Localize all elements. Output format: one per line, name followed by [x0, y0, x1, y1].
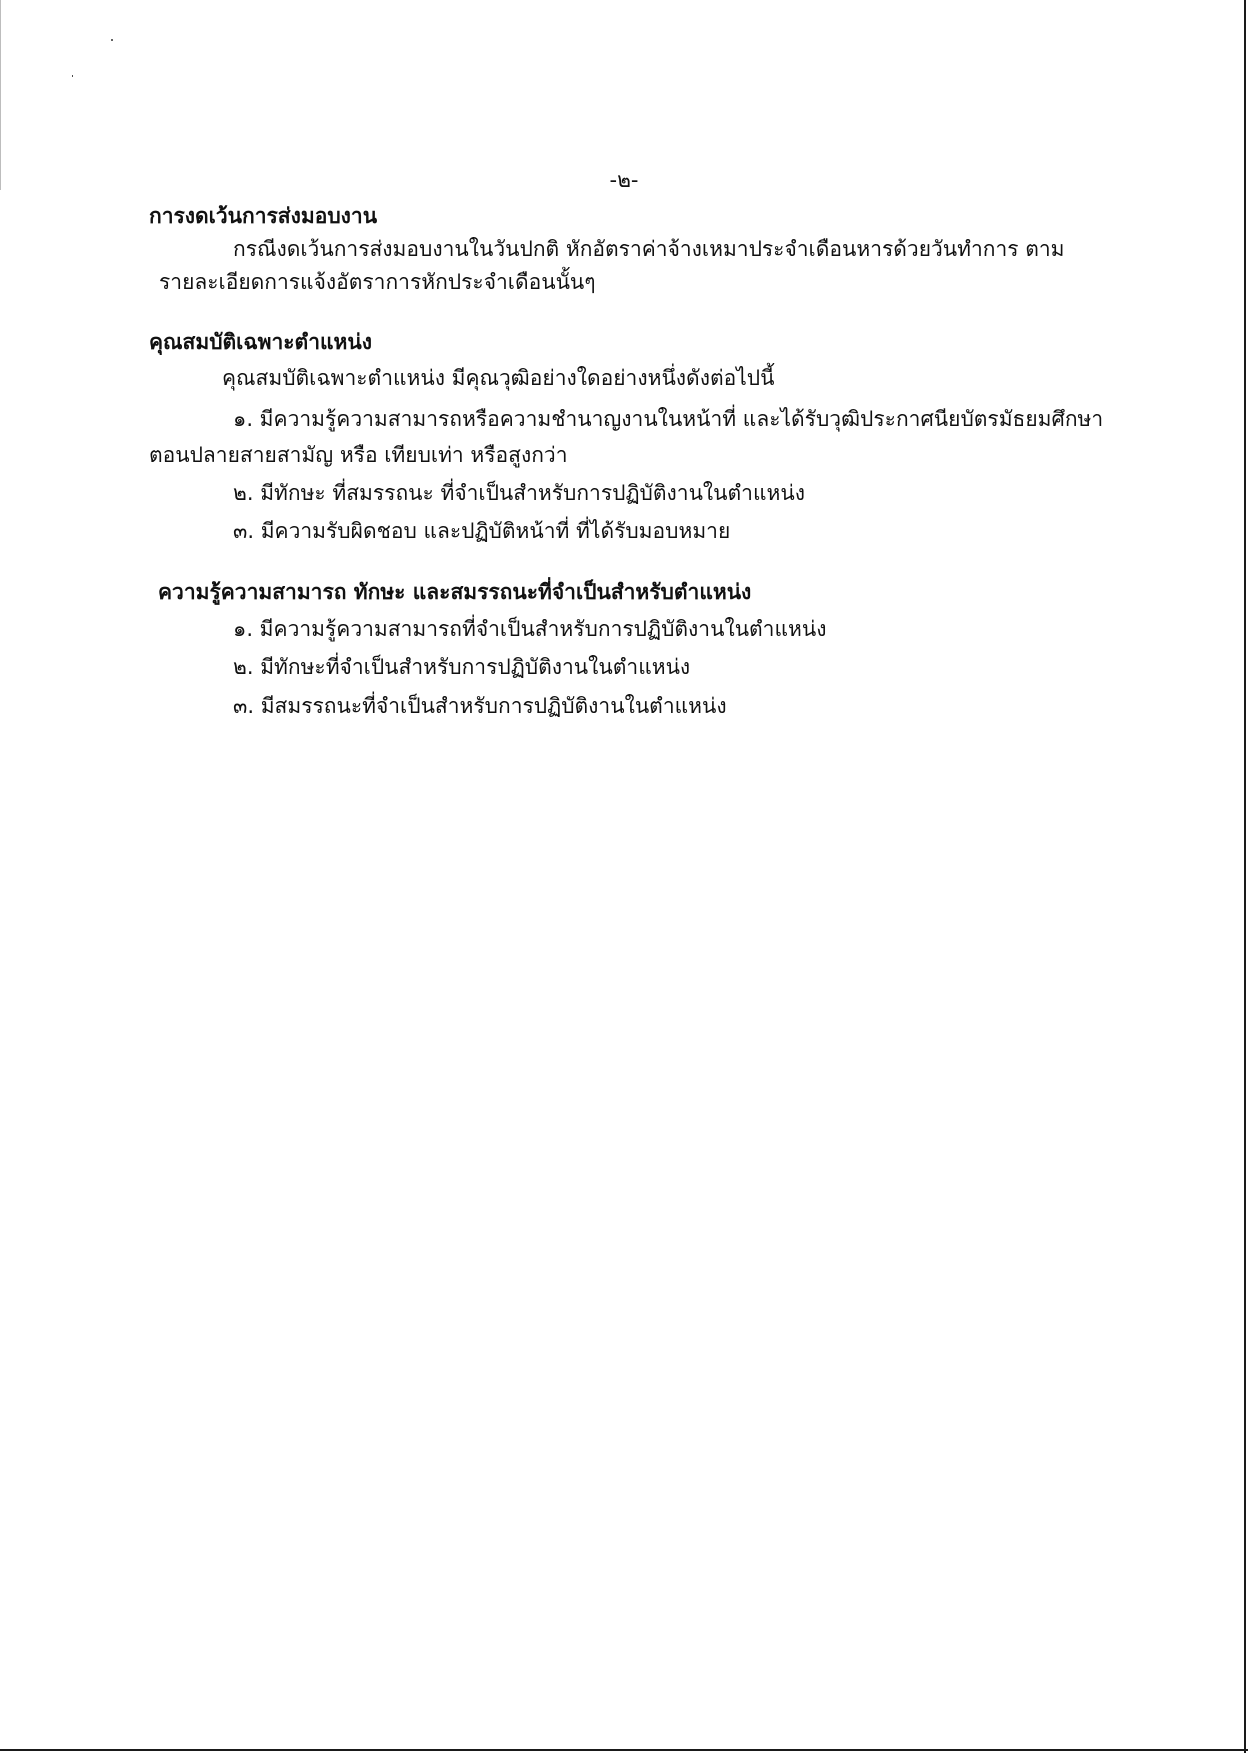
scan-speck [72, 75, 73, 77]
paragraph-intro: คุณสมบัติเฉพาะตำแหน่ง มีคุณวุฒิอย่างใดอย่างหนึ่งดังต่อไปนี้ [222, 366, 775, 390]
scan-bottom-border [0, 1749, 1248, 1751]
page-number: -๒- [609, 168, 639, 192]
list-item: ๑. มีความรู้ความสามารถที่จำเป็นสำหรับการปฏิบัติงานในตำแหน่ง [233, 617, 827, 641]
list-item-continuation: ตอนปลายสายสามัญ หรือ เทียบเท่า หรือสูงกว่า [149, 443, 568, 467]
section-heading-competency: ความรู้ความสามารถ ทักษะ และสมรรถนะที่จำเป็นสำหรับตำแหน่ง [158, 580, 752, 604]
scan-left-edge [0, 0, 1, 190]
list-item: ๒. มีทักษะ ที่สมรรถนะ ที่จำเป็นสำหรับการปฏิบัติงานในตำแหน่ง [233, 481, 805, 505]
list-item: ๓. มีความรับผิดชอบ และปฏิบัติหน้าที่ ที่ได้รับมอบหมาย [233, 519, 731, 543]
scan-speck [111, 39, 113, 41]
section-heading-qualifications: คุณสมบัติเฉพาะตำแหน่ง [149, 330, 372, 354]
paragraph-line: รายละเอียดการแจ้งอัตราการหักประจำเดือนนั้นๆ [159, 270, 596, 294]
list-item: ๓. มีสมรรถนะที่จำเป็นสำหรับการปฏิบัติงานในตำแหน่ง [233, 694, 727, 718]
list-item: ๑. มีความรู้ความสามารถหรือความชำนาญงานในหน้าที่ และได้รับวุฒิประกาศนียบัตรมัธยมศึกษา [233, 407, 1104, 431]
scan-right-border [1244, 0, 1246, 1753]
section-heading-exemption: การงดเว้นการส่งมอบงาน [149, 204, 378, 228]
list-item: ๒. มีทักษะที่จำเป็นสำหรับการปฏิบัติงานในตำแหน่ง [233, 655, 691, 679]
paragraph-line: กรณีงดเว้นการส่งมอบงานในวันปกติ หักอัตราค่าจ้างเหมาประจำเดือนหารด้วยวันทำการ ตาม [233, 237, 1065, 261]
